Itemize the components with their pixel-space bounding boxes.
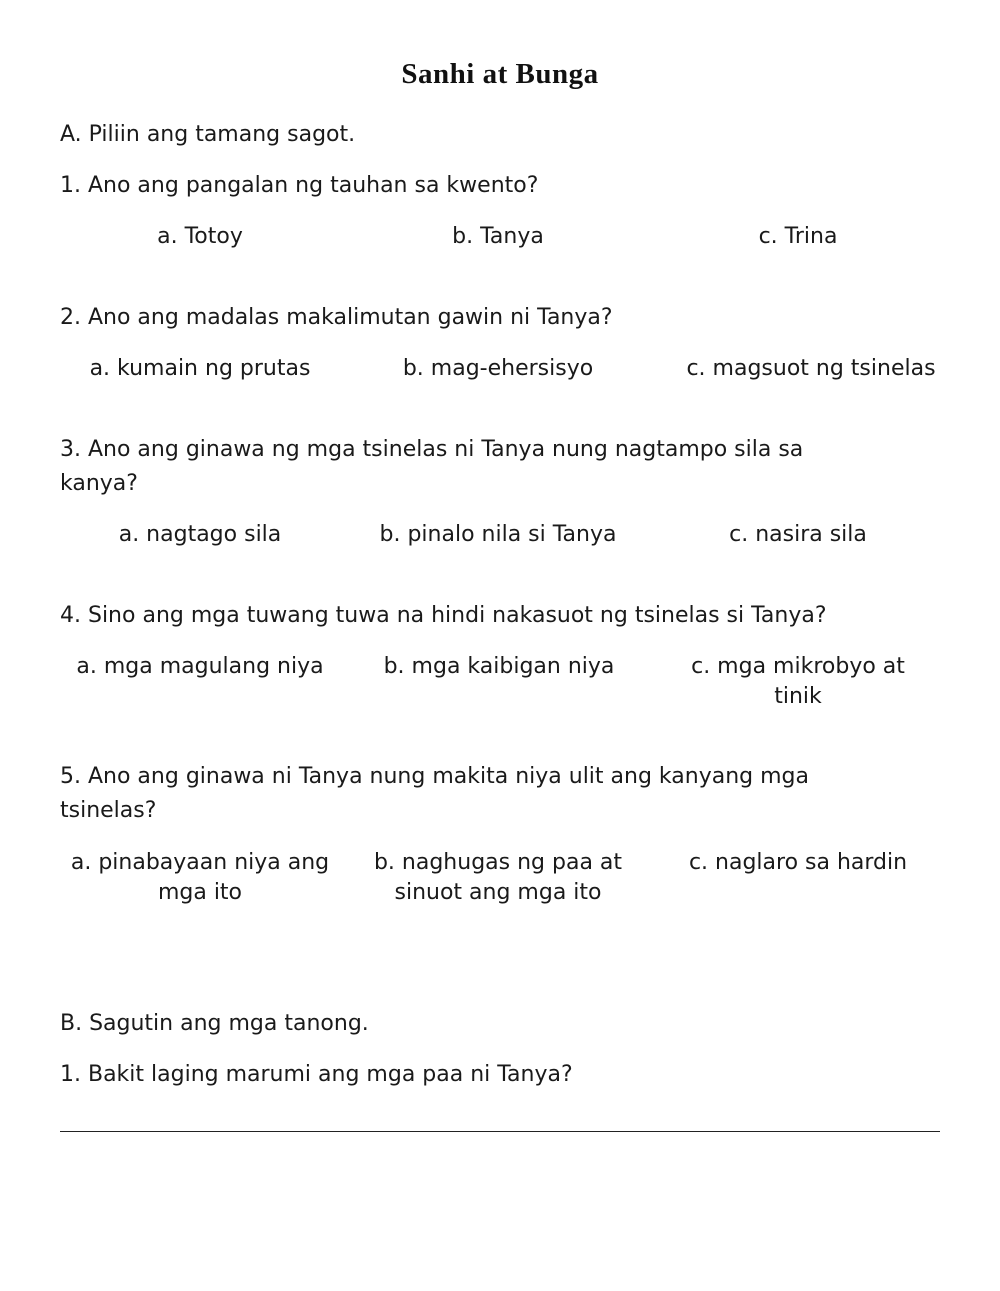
q3-option-c[interactable]: c. nasira sila [729, 522, 867, 547]
answer-line[interactable] [60, 1131, 940, 1132]
part-b-question-1: 1. Bakit laging marumi ang mga paa ni Tanya? [60, 1062, 573, 1087]
q4-option-b[interactable]: b. mga kaibigan niya [383, 654, 615, 679]
worksheet-title: Sanhi at Bunga [401, 58, 599, 90]
q1-option-c[interactable]: c. Trina [758, 224, 838, 249]
part-b-instruction: B. Sagutin ang mga tanong. [60, 1011, 369, 1036]
q2-option-b[interactable]: b. mag-ehersisyo [402, 356, 594, 381]
q3-option-a[interactable]: a. nagtago sila [118, 522, 282, 547]
q3-option-b[interactable]: b. pinalo nila si Tanya [379, 522, 617, 547]
part-a-instruction: A. Piliin ang tamang sagot. [60, 122, 356, 147]
q2-option-c[interactable]: c. magsuot ng tsinelas [686, 356, 936, 381]
q1-option-b[interactable]: b. Tanya [452, 224, 544, 249]
question-5-line-2: tsinelas? [60, 798, 157, 823]
question-3-line-1: 3. Ano ang ginawa ng mga tsinelas ni Tanya nung nagtampo sila sa [60, 437, 804, 462]
question-1: 1. Ano ang pangalan ng tauhan sa kwento? [60, 173, 539, 198]
q5-option-b[interactable]: b. naghugas ng paa at sinuot ang mga ito [373, 850, 623, 905]
question-2: 2. Ano ang madalas makalimutan gawin ni Tanya? [60, 305, 613, 330]
q2-option-a[interactable]: a. kumain ng prutas [89, 356, 311, 381]
q4-option-c[interactable]: c. mga mikrobyo at tinik [691, 654, 905, 709]
question-3-line-2: kanya? [60, 471, 138, 496]
q5-option-a[interactable]: a. pinabayaan niya ang mga ito [70, 850, 330, 905]
q4-option-a[interactable]: a. mga magulang niya [76, 654, 324, 679]
q5-option-c[interactable]: c. naglaro sa hardin [688, 850, 908, 875]
q1-option-a[interactable]: a. Totoy [157, 224, 243, 249]
question-5-line-1: 5. Ano ang ginawa ni Tanya nung makita niya ulit ang kanyang mga [60, 764, 809, 789]
question-4: 4. Sino ang mga tuwang tuwa na hindi nakasuot ng tsinelas si Tanya? [60, 603, 827, 628]
